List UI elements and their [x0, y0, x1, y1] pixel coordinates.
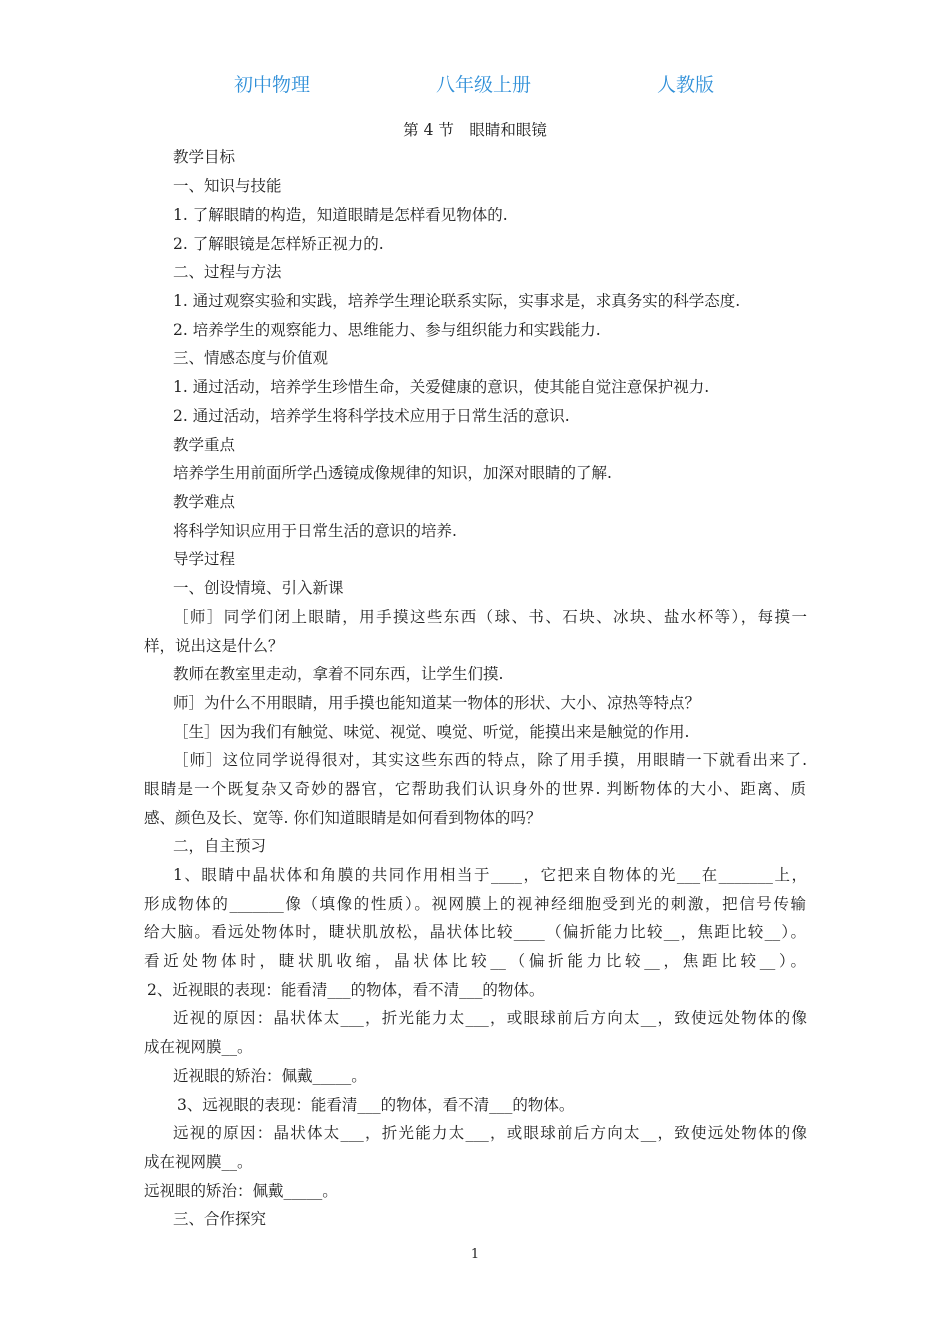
header-subject: 初中物理 [234, 74, 311, 96]
heading-difficulties: 教学难点 [173, 493, 236, 511]
paragraph-line: ［师］这位同学说得很对，其实这些东西的特点，除了用手摸，用眼睛一下就看出来了. [173, 751, 807, 769]
header-grade: 八年级上册 [436, 74, 532, 96]
subheading-introduction: 一、创设情境、引入新课 [173, 579, 344, 597]
key-points-text: 培养学生用前面所学凸透镜成像规律的知识，加深对眼睛的了解. [173, 464, 612, 482]
fill-blank-line: 远视的原因：晶状体太___，折光能力太___，或眼球前后方向太__，致使远处物体的像 [173, 1124, 807, 1142]
fill-blank-line: 看近处物体时，睫状肌收缩，晶状体比较__（偏折能力比较__，焦距比较__）。 [144, 952, 806, 970]
paragraph-line: 眼睛是一个既复杂又奇妙的器官，它帮助我们认识身外的世界. 判断物体的大小、距离、质 [144, 780, 806, 798]
fill-blank-line: 形成物体的_______像（填像的性质）。视网膜上的视神经细胞受到光的刺激，把信号传输 [144, 895, 806, 913]
objective-item: 1. 通过活动，培养学生珍惜生命，关爱健康的意识，使其能自觉注意保护视力. [173, 378, 710, 396]
fill-blank-line: 成在视网膜__。 [144, 1153, 253, 1171]
paragraph-line: 教师在教室里走动，拿着不同东西，让学生们摸. [173, 665, 504, 683]
objective-item: 2. 通过活动，培养学生将科学技术应用于日常生活的意识. [173, 407, 570, 425]
heading-guided-process: 导学过程 [173, 550, 236, 568]
fill-blank-line: 给大脑。看远处物体时，睫状肌放松，晶状体比较____（偏折能力比较__，焦距比较__）。 [144, 923, 806, 941]
page-header [0, 70, 950, 100]
paragraph-line: 样，说出这是什么？ [144, 637, 284, 655]
fill-blank-line: 近视眼的矫治：佩戴_____。 [173, 1067, 367, 1085]
objective-item: 2. 培养学生的观察能力、思维能力、参与组织能力和实践能力. [173, 321, 601, 339]
heading-key-points: 教学重点 [173, 436, 236, 454]
objective-item: 2. 了解眼镜是怎样矫正视力的. [173, 235, 384, 253]
fill-blank-line: 3、远视眼的表现：能看清___的物体，看不清___的物体。 [177, 1096, 575, 1114]
subheading-attitude-values: 三、情感态度与价值观 [173, 349, 329, 367]
fill-blank-line: 成在视网膜__。 [144, 1038, 253, 1056]
header-edition: 人教版 [657, 74, 715, 96]
subheading-knowledge-skills: 一、知识与技能 [173, 177, 282, 195]
heading-teaching-objectives: 教学目标 [173, 148, 236, 166]
fill-blank-line: 1、眼睛中晶状体和角膜的共同作用相当于____，它把来自物体的光___在_______上， [173, 866, 807, 884]
fill-blank-line: 近视的原因：晶状体太___，折光能力太___，或眼球前后方向太__，致使远处物体的像 [173, 1009, 807, 1027]
subheading-cooperative-inquiry: 三、合作探究 [173, 1210, 267, 1228]
subheading-self-preview: 二，自主预习 [173, 837, 267, 855]
paragraph-line: 师］为什么不用眼睛，用手摸也能知道某一物体的形状、大小、凉热等特点？ [173, 694, 701, 712]
difficulties-text: 将科学知识应用于日常生活的意识的培养. [173, 522, 457, 540]
objective-item: 1. 了解眼睛的构造，知道眼睛是怎样看见物体的. [173, 206, 508, 224]
paragraph-line: ［师］同学们闭上眼睛，用手摸这些东西（球、书、石块、冰块、盐水杯等），每摸一 [173, 608, 807, 626]
subheading-process-method: 二、过程与方法 [173, 263, 282, 281]
objective-item: 1. 通过观察实验和实践，培养学生理论联系实际，实事求是，求真务实的科学态度. [173, 292, 741, 310]
page-number: 1 [470, 1247, 480, 1262]
fill-blank-line: 2、近视眼的表现：能看清___的物体，看不清___的物体。 [147, 981, 545, 999]
section-title: 第 4 节 眼睛和眼镜 [403, 121, 547, 139]
paragraph-line: ［生］因为我们有触觉、味觉、视觉、嗅觉、听觉，能摸出来是触觉的作用. [173, 723, 690, 741]
paragraph-line: 感、颜色及长、宽等. 你们知道眼睛是如何看到物体的吗？ [144, 809, 542, 827]
fill-blank-line: 远视眼的矫治：佩戴_____。 [144, 1182, 338, 1200]
